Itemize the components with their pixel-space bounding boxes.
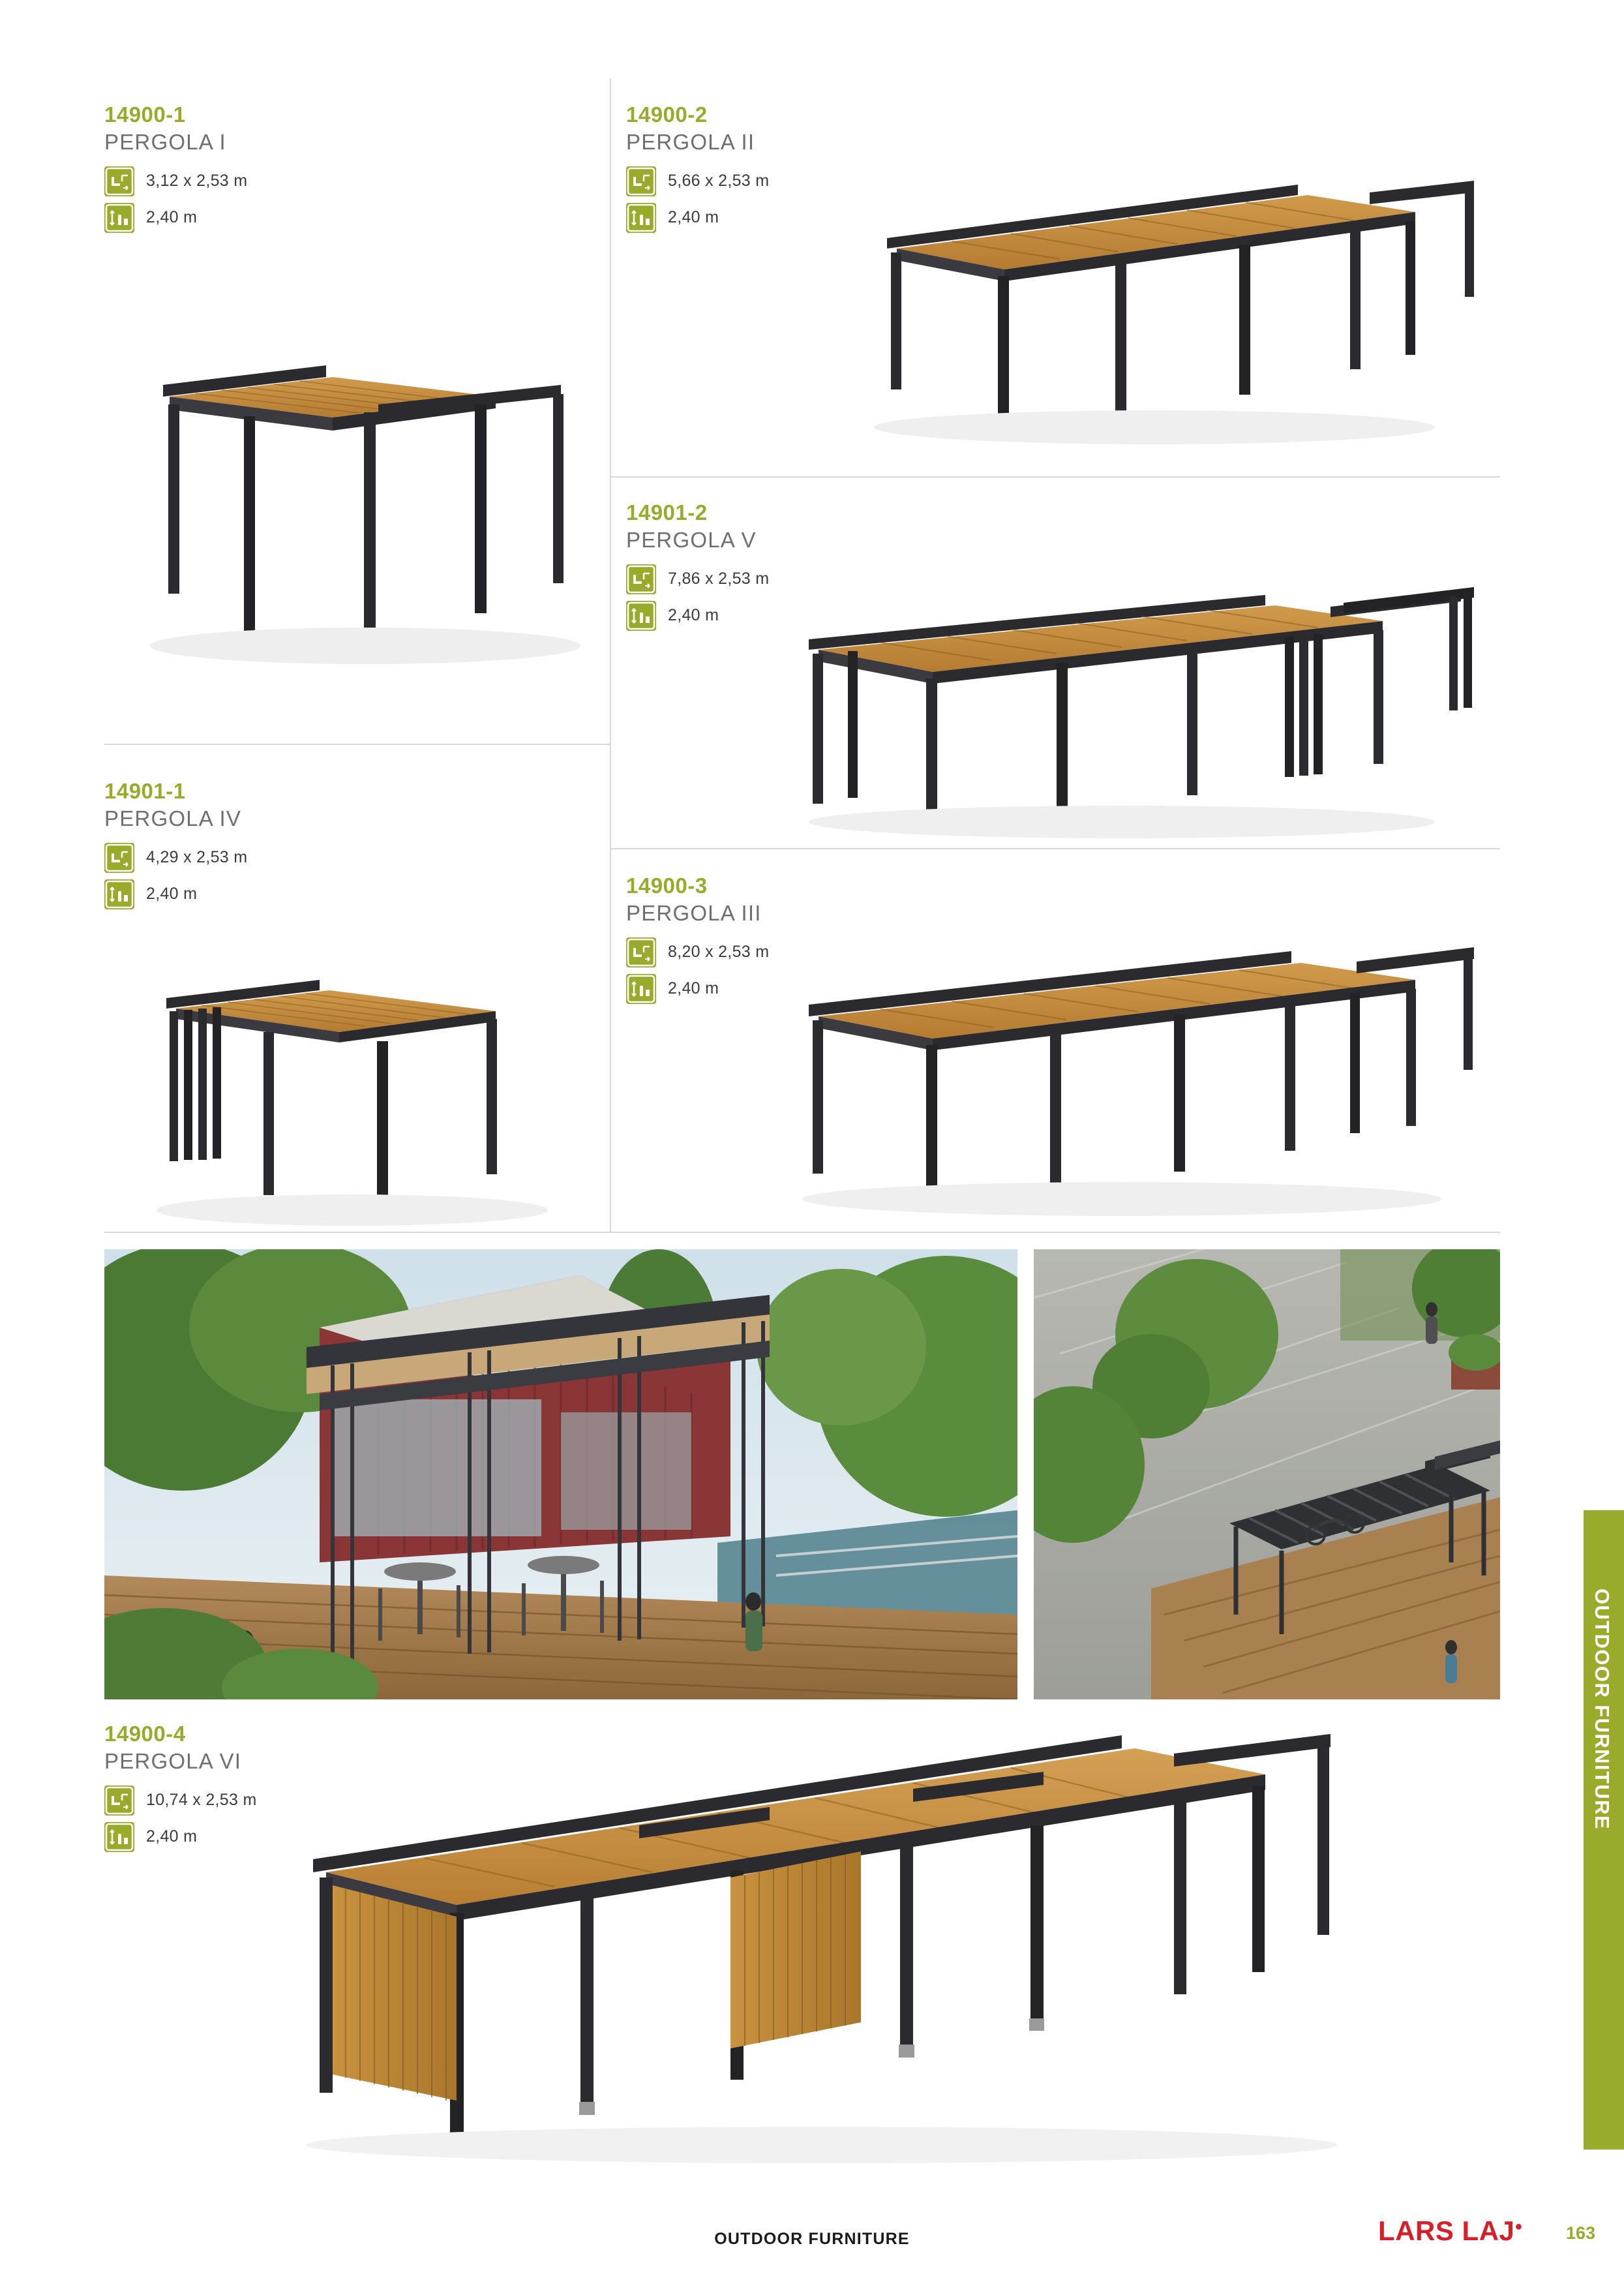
side-tab-outdoor-furniture: [1584, 1510, 1624, 2150]
product-name: PERGOLA IV: [104, 806, 242, 831]
divider-horizontal-right-2: [610, 848, 1500, 849]
product-card-14901-1: [104, 780, 587, 916]
height-icon: [626, 203, 656, 233]
pergola-illustration-14900-4: [274, 1709, 1396, 2166]
dimensions-icon: [626, 166, 656, 196]
product-name: PERGOLA III: [626, 901, 762, 926]
photo-pergola-terrace: [104, 1249, 1017, 1699]
divider-vertical-main: [610, 78, 611, 1233]
product-code: 14900-1: [104, 102, 186, 127]
height-value: 2,40 m: [146, 208, 198, 227]
product-code: 14900-2: [626, 102, 708, 127]
product-name: PERGOLA V: [626, 528, 757, 553]
logo-text: LARS LAJ: [1378, 2215, 1515, 2246]
dimensions-value: 5,66 x 2,53 m: [668, 172, 770, 190]
dimensions-icon: [104, 843, 134, 873]
dimensions-value: 10,74 x 2,53 m: [146, 1791, 257, 1810]
page-number: 163: [1565, 2223, 1595, 2243]
spec-height: [104, 879, 587, 909]
dimensions-value: 4,29 x 2,53 m: [146, 848, 248, 867]
dimensions-icon: [626, 564, 656, 594]
spec-dimensions: [104, 843, 587, 873]
dimensions-value: 8,20 x 2,53 m: [668, 943, 770, 962]
product-code: 14900-3: [626, 874, 708, 898]
product-code: 14900-4: [104, 1722, 186, 1746]
height-value: 2,40 m: [146, 1827, 198, 1846]
spec-dimensions: [104, 166, 587, 196]
divider-horizontal-right-1: [610, 476, 1500, 478]
height-icon: [104, 203, 134, 233]
height-value: 2,40 m: [146, 885, 198, 904]
footer-title: OUTDOOR FURNITURE: [714, 2230, 910, 2248]
dimensions-icon: [104, 1786, 134, 1816]
pergola-illustration-14900-3: [770, 933, 1500, 1226]
pergola-illustration-14901-1: [104, 959, 600, 1233]
product-name: PERGOLA I: [104, 130, 226, 155]
height-value: 2,40 m: [668, 979, 719, 998]
product-name: PERGOLA VI: [104, 1749, 242, 1774]
height-value: 2,40 m: [668, 606, 719, 625]
logo-lars-laj: [1378, 2215, 1523, 2247]
dimensions-value: 3,12 x 2,53 m: [146, 172, 248, 190]
pergola-illustration-14900-2: [848, 166, 1500, 466]
height-icon: [626, 601, 656, 631]
product-code: 14901-1: [104, 779, 186, 803]
logo-dot: ●: [1514, 2219, 1523, 2234]
pergola-illustration-14900-1: [104, 339, 600, 718]
dimensions-icon: [626, 937, 656, 967]
pergola-illustration-14901-2: [770, 574, 1500, 848]
product-code: 14901-2: [626, 500, 708, 524]
side-tab-label: OUTDOOR FURNITURE: [1591, 1588, 1614, 1830]
height-icon: [104, 879, 134, 909]
photo-pergola-aerial: [1034, 1249, 1500, 1699]
height-icon: [104, 1822, 134, 1852]
dimensions-value: 7,86 x 2,53 m: [668, 570, 770, 588]
spec-height: [104, 203, 587, 233]
product-card-14900-1: [104, 103, 587, 239]
divider-horizontal-left: [104, 744, 610, 745]
dimensions-icon: [104, 166, 134, 196]
height-value: 2,40 m: [668, 208, 719, 227]
product-name: PERGOLA II: [626, 130, 755, 155]
height-icon: [626, 974, 656, 1004]
